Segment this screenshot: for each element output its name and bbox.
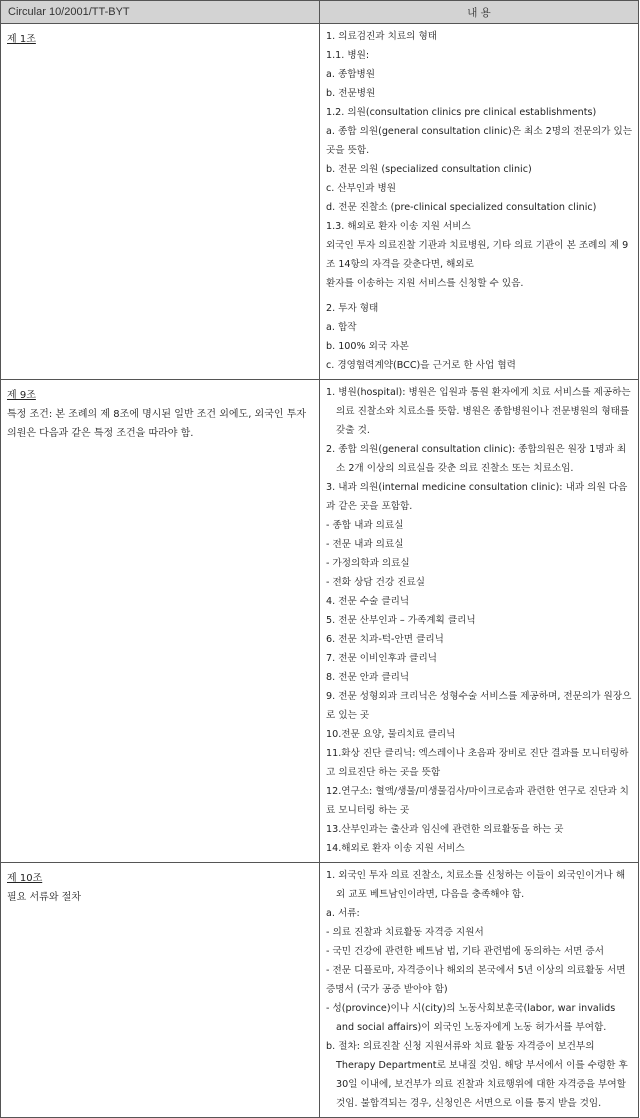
content-cell — [320, 863, 639, 1118]
content-line: 1. 병원(hospital): 병원은 입원과 통원 환자에게 치료 서비스를 제공하는 의료 진찰소와 치료소를 뜻함. 병원은 종합병원이나 전문병원의 형태를 갖출 것. — [326, 387, 631, 436]
content-line: 외국인 투자 의료진찰 기관과 치료병원, 기타 의료 기관이 본 조례의 제 9조 14항의 자격을 갖춘다면, 해외로 — [326, 240, 629, 270]
header-content: 내 용 — [320, 1, 639, 24]
content-line: 5. 전문 산부인과 – 가족계획 클리닉 — [326, 615, 476, 626]
content-line: 8. 전문 안과 클리닉 — [326, 672, 410, 683]
table-row — [1, 24, 639, 380]
article-cell — [1, 380, 320, 863]
content-line: - 종합 내과 의료실 — [326, 520, 404, 531]
content-line: - 국민 건강에 관련한 베트남 법, 기타 관련법에 동의하는 서면 증서 — [326, 946, 604, 957]
content-line: 1.3. 해외로 환자 이송 지원 서비스 — [326, 221, 471, 232]
content-line: b. 전문 의원 (specialized consultation clinic) — [326, 164, 532, 175]
content-line: 3. 내과 의원(internal medicine consultation clinic): 내과 의원 다음과 같은 곳을 포함함. — [326, 482, 628, 512]
content-line: 11.화상 진단 클리닉: 엑스레이나 초음파 장비로 진단 결과를 모니터링하고 의료진단 하는 곳을 뜻함 — [326, 748, 629, 778]
article-cell — [1, 863, 320, 1118]
content-line: - 전문 내과 의료실 — [326, 539, 404, 550]
content-line: a. 합작 — [326, 322, 357, 333]
content-line: - 의료 진찰과 치료활동 자격증 지원서 — [326, 927, 484, 938]
article-description: 특정 조건: 본 조례의 제 8조에 명시된 일반 조건 외에도, 외국인 투자의원은 다음과 같은 특정 조건을 따라야 함. — [7, 409, 307, 439]
content-line: 환자를 이송하는 지원 서비스를 신청할 수 있음. — [326, 278, 524, 289]
content-line: - 전문 디플로마, 자격증이나 해외의 본국에서 5년 이상의 의료활동 서면 증명서 (국가 공증 받아야 함) — [326, 965, 626, 995]
content-line: a. 종합 의원(general consultation clinic)은 최소 2명의 전문의가 있는 곳을 뜻함. — [326, 126, 633, 156]
content-cell — [320, 380, 639, 863]
content-line: 2. 종합 의원(general consultation clinic): 종합의원은 원장 1명과 최소 2개 이상의 의료실을 갖춘 의료 진찰소 또는 치료소임. — [326, 444, 627, 474]
content-line: - 성(province)이나 시(city)의 노동사회보훈국(labor, war invalids and social affairs)이 외국인 노동자에게 노동 허가서를 부여함. — [326, 1003, 616, 1033]
content-line: c. 경영협력계약(BCC)을 근거로 한 사업 협력 — [326, 360, 516, 371]
article-title: 제 9조 — [7, 390, 36, 401]
content-cell — [320, 24, 639, 380]
content-line: - 전화 상담 건강 진료실 — [326, 577, 426, 588]
content-line: 9. 전문 성형외과 크리닉은 성형수술 서비스를 제공하며, 전문의가 원장으로 있는 곳 — [326, 691, 632, 721]
content-line: - 가정의학과 의료실 — [326, 558, 410, 569]
content-line: 1. 외국인 투자 의료 진찰소, 치료소를 신청하는 이들이 외국인이거나 해외 교포 베트남인이라면, 다음을 충족해야 함. — [326, 870, 626, 900]
table-header-row — [1, 1, 639, 24]
content-line: 6. 전문 치과-턱-안면 클리닉 — [326, 634, 444, 645]
content-line: a. 종합병원 — [326, 69, 376, 80]
content-line: 1.2. 의원(consultation clinics pre clinical establishments) — [326, 107, 597, 118]
content-line: d. 전문 진찰소 (pre-clinical specialized consultation clinic) — [326, 202, 597, 213]
table-row — [1, 863, 639, 1118]
content-line: 14.해외로 환자 이송 지원 서비스 — [326, 843, 465, 854]
content-line: b. 전문병원 — [326, 88, 376, 99]
content-line: 4. 전문 수술 클리닉 — [326, 596, 410, 607]
content-line: 7. 전문 이비인후과 클리닉 — [326, 653, 437, 664]
content-line: 10.전문 요양, 물리치료 클리닉 — [326, 729, 456, 740]
article-title: 제 1조 — [7, 34, 36, 45]
content-line: a. 서류: — [326, 908, 360, 919]
table-row — [1, 380, 639, 863]
content-line: 2. 투자 형태 — [326, 303, 379, 314]
header-circular: Circular 10/2001/TT-BYT — [1, 1, 320, 24]
content-line: 1. 의료검진과 치료의 형태 — [326, 31, 437, 42]
article-title: 제 10조 — [7, 873, 43, 884]
content-line: b. 100% 외국 자본 — [326, 341, 409, 352]
article-cell — [1, 24, 320, 380]
article-description: 필요 서류와 절차 — [7, 892, 81, 903]
content-line: c. 산부인과 병원 — [326, 183, 397, 194]
content-line: b. 절차: 의료진찰 신청 지원서류와 치료 활동 자격증이 보건부의 Therapy Department로 보내질 것임. 해당 부서에서 이를 수령한 후 30일 이내에, 보건부가 의료 진찰과 치료행위에 대한 자격증을 부여할 것임. 불합격되는 경우, 신청인은 서면으로 이를 통지 받을 것임. — [326, 1041, 628, 1109]
content-line: 13.산부인과는 출산과 임신에 관련한 의료활동을 하는 곳 — [326, 824, 564, 835]
content-line: 1.1. 병원: — [326, 50, 370, 61]
content-line: 12.연구소: 혈액/생물/미생물검사/마이크로솜과 관련한 연구로 진단과 치료 모니터링 하는 곳 — [326, 786, 629, 816]
